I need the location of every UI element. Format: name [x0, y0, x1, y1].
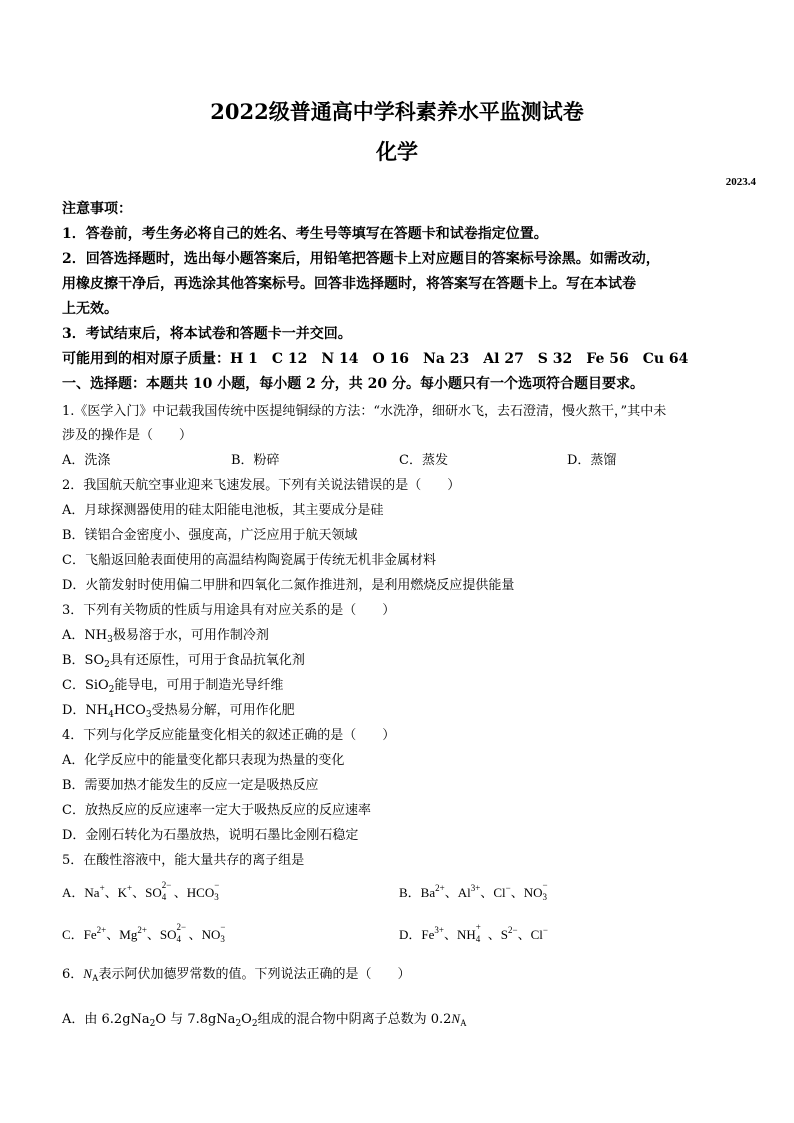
q5-option-d: D．$Fe^{3+}$、NH + 4 、$S^{2-}$、Cl− [399, 922, 548, 944]
q3-a-prefix: A．NH [62, 628, 108, 643]
q2-stem: 2．我国航天航空事业迎来飞速发展。下列有关说法错误的是（ ） [62, 478, 461, 493]
q1-stem-line-2: 涉及的操作是（ ） [62, 428, 193, 443]
q6-stem [62, 963, 410, 983]
q3-a-suffix: 极易溶于水，可用作制冷剂 [112, 628, 269, 643]
q2-option-d: D．火箭发射时使用偏二甲肼和四氧化二氮作推进剂，是利用燃烧反应提供能量 [62, 578, 515, 593]
q4-option-b: B．需要加热才能发生的反应一定是吸热反应 [62, 778, 319, 793]
q5-d-label: D． [399, 927, 422, 942]
q5-c-label: C． [62, 927, 84, 942]
q3-d-subscript-1: 4 [108, 710, 114, 720]
note-item-2-line-2: 用橡皮擦干净后，再选涂其他答案标号。回答非选择题时，将答案写在答题卡上。写在本试卷 [62, 276, 636, 292]
q1-option-b: B．粉碎 [231, 453, 280, 468]
q5-stem: 5．在酸性溶液中，能大量共存的离子组是 [62, 853, 305, 868]
q5-option-b: B．$Ba^{2+}$、$Al^{3+}$、Cl−、NO − 3 [399, 880, 548, 902]
q5-a-label: A． [62, 885, 85, 900]
q1-option-c: C．蒸发 [399, 453, 448, 468]
note-item-3: 3．考试结束后，将本试卷和答题卡一并交回。 [62, 326, 352, 342]
q3-a-subscript: 3 [107, 635, 113, 645]
q3-b-subscript: 2 [104, 660, 110, 670]
q3-option-d [62, 699, 295, 720]
notes-heading: 注意事项： [62, 201, 132, 217]
q3-d-mid: HCO [113, 703, 146, 718]
q3-c-subscript: 2 [108, 685, 115, 695]
q4-option-a: A．化学反应中的能量变化都只表现为热量的变化 [62, 753, 345, 768]
q1-option-a: A．洗涤 [62, 453, 111, 468]
q3-c-prefix: C．SiO [62, 678, 109, 693]
q5-option-a: A．Na+、K+、SO 2− 4 、HCO − 3 [62, 880, 220, 902]
q3-b-suffix: 具有还原性，可用于食品抗氧化剂 [109, 653, 305, 668]
subject-title: 化学 [376, 139, 418, 164]
q1-option-d: D．蒸馏 [567, 453, 617, 468]
q3-c-suffix: 能导电，可用于制造光导纤维 [114, 678, 284, 693]
q3-b-prefix: B．SO [62, 653, 105, 668]
q3-option-a [62, 624, 269, 645]
q3-d-suffix: 受热易分解，可用作化肥 [151, 703, 295, 718]
q3-option-c [62, 674, 283, 695]
q2-option-c: C．飞船返回舱表面使用的高温结构陶瓷属于传统无机非金属材料 [62, 553, 436, 568]
section-1-heading: 一、选择题：本题共 10 小题，每小题 2 分，共 20 分。每小题只有一个选项符合题目要求。 [62, 376, 644, 392]
note-item-1: 1．答卷前，考生务必将自己的姓名、考生号等填写在答题卡和试卷指定位置。 [62, 226, 548, 242]
q6-constant-subscript: A [91, 973, 99, 983]
q1-stem-line-1: 1.《医学入门》中记载我国传统中医提纯铜绿的方法：“水洗净，细研水飞，去石澄清，慢火熬干，”其中未 [62, 404, 667, 419]
q4-stem: 4．下列与化学反应能量变化相关的叙述正确的是（ ） [62, 728, 396, 743]
q4-option-d: D．金刚石转化为石墨放热，说明石墨比金刚石稳定 [62, 828, 359, 843]
q5-b-label: B． [399, 885, 421, 900]
q6-constant-symbol: N [83, 966, 92, 981]
exam-date: 2023.4 [725, 176, 756, 188]
note-item-2-line-1: 2．回答选择题时，选出每小题答案后，用铅笔把答题卡上对应题目的答案标号涂黑。如需改动， [62, 251, 660, 267]
atomic-masses: 可能用到的相对原子质量：H 1 C 12 N 14 O 16 Na 23 Al 27 S 32 Fe 56 Cu 64 [62, 351, 689, 367]
note-item-2-line-3: 上无效。 [62, 301, 118, 317]
q3-d-prefix: D．NH [62, 703, 109, 718]
q5-option-c: C．$Fe^{2+}$、$Mg^{2+}$、SO 2− 4 、NO − 3 [62, 922, 226, 944]
q4-option-c: C．放热反应的反应速率一定大于吸热反应的反应速率 [62, 803, 371, 818]
q3-d-subscript-2: 3 [145, 710, 152, 720]
q2-option-a: A．月球探测器使用的硅太阳能电池板，其主要成分是硅 [62, 503, 384, 518]
q6-stem-text: 表示阿伏加德罗常数的值。下列说法正确的是（ ） [98, 967, 411, 982]
q6-option-a: A．由 6.2gNa$_2$O 与 $7.8gNa_2O_2$组成的混合物中阴离子总数为 $0.2N_A$ [62, 1011, 467, 1029]
q3-option-b [62, 649, 305, 670]
q2-option-b: B．镁铝合金密度小、强度高，广泛应用于航天领域 [62, 528, 358, 543]
exam-title: 2022级普通高中学科素养水平监测试卷 [210, 99, 584, 124]
q6-number: 6． [62, 967, 84, 982]
q3-stem: 3．下列有关物质的性质与用途具有对应关系的是（ ） [62, 603, 396, 618]
